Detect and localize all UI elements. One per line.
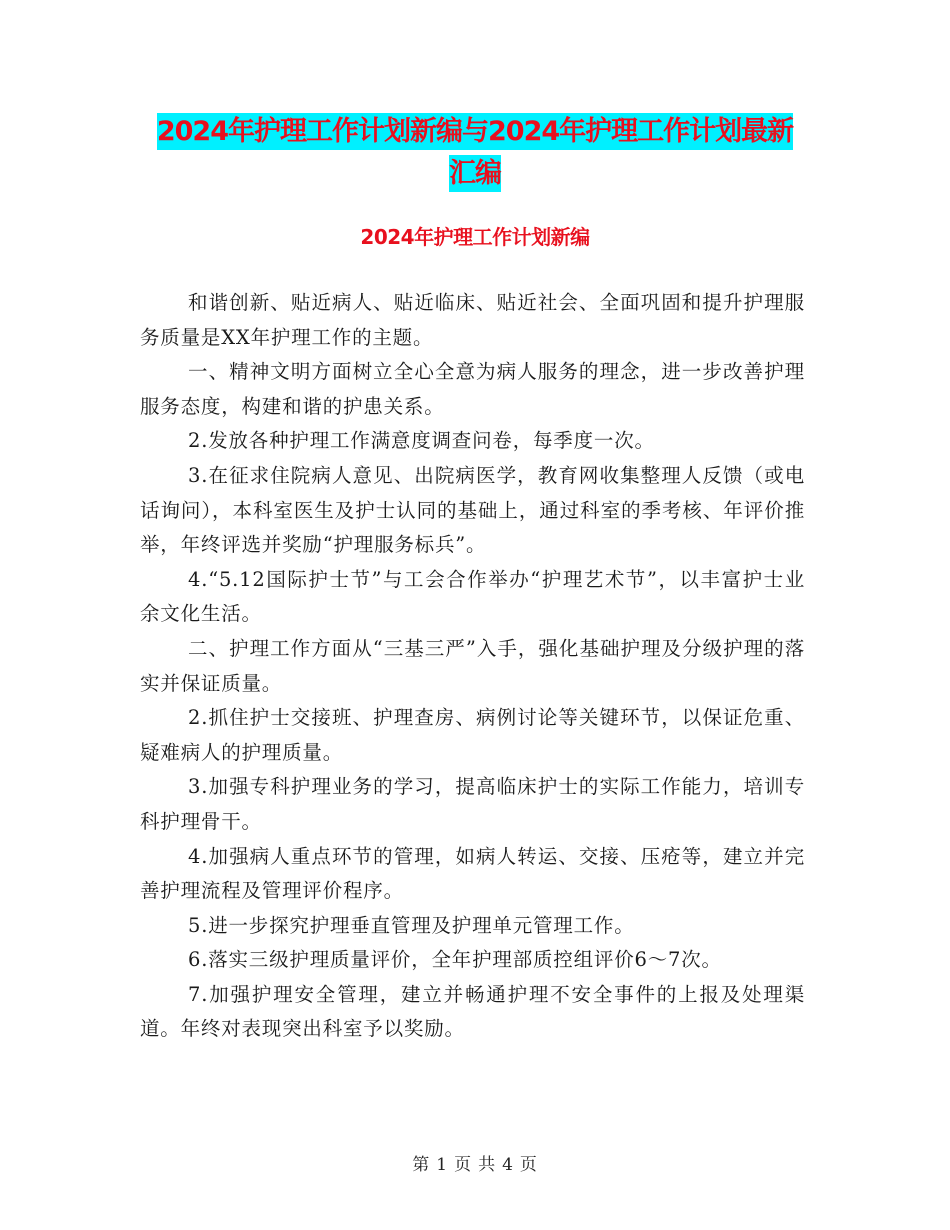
paragraph: 一、精神文明方面树立全心全意为病人服务的理念，进一步改善护理服务态度，构建和谐的护患关系。 <box>140 360 805 418</box>
paragraph: 2.抓住护士交接班、护理查房、病例讨论等关键环节，以保证危重、疑难病人的护理质量。 <box>140 706 805 764</box>
document-body <box>140 286 805 1047</box>
paragraph: 3.在征求住院病人意见、出院病医学，教育网收集整理人反馈（或电话询问），本科室医生及护士认同的基础上，通过科室的季考核、年评价推举，年终评选并奖励“护理服务标兵”。 <box>140 463 805 557</box>
paragraph: 3.加强专科护理业务的学习，提高临床护士的实际工作能力，培训专科护理骨干。 <box>140 775 805 833</box>
paragraph: 6.落实三级护理质量评价，全年护理部质控组评价6～7次。 <box>188 948 722 972</box>
document-title-line-1: 2024年护理工作计划新编与2024年护理工作计划最新 <box>157 113 793 150</box>
page-number-footer: 第 1 页 共 4 页 <box>412 1155 538 1175</box>
document-title-continued <box>140 149 810 199</box>
paragraph: 7.加强护理安全管理，建立并畅通护理不安全事件的上报及处理渠道。年终对表现突出科室予以奖励。 <box>140 982 805 1041</box>
paragraph: 4.“5.12国际护士节”与工会合作举办“护理艺术节”，以丰富护士业余文化生活。 <box>140 567 805 626</box>
document-title-line-2: 汇编 <box>449 155 501 192</box>
section-title: 2024年护理工作计划新编 <box>360 225 590 249</box>
paragraph: 4.加强病人重点环节的管理，如病人转运、交接、压疮等，建立并完善护理流程及管理评价程序。 <box>140 844 805 903</box>
paragraph: 5.进一步探究护理垂直管理及护理单元管理工作。 <box>188 913 635 937</box>
paragraph: 2.发放各种护理工作满意度调查问卷，每季度一次。 <box>188 429 655 453</box>
paragraph: 二、护理工作方面从“三基三严”入手，强化基础护理及分级护理的落实并保证质量。 <box>140 636 805 695</box>
paragraph: 和谐创新、贴近病人、贴近临床、贴近社会、全面巩固和提升护理服务质量是XX年护理工作的主题。 <box>140 291 805 349</box>
